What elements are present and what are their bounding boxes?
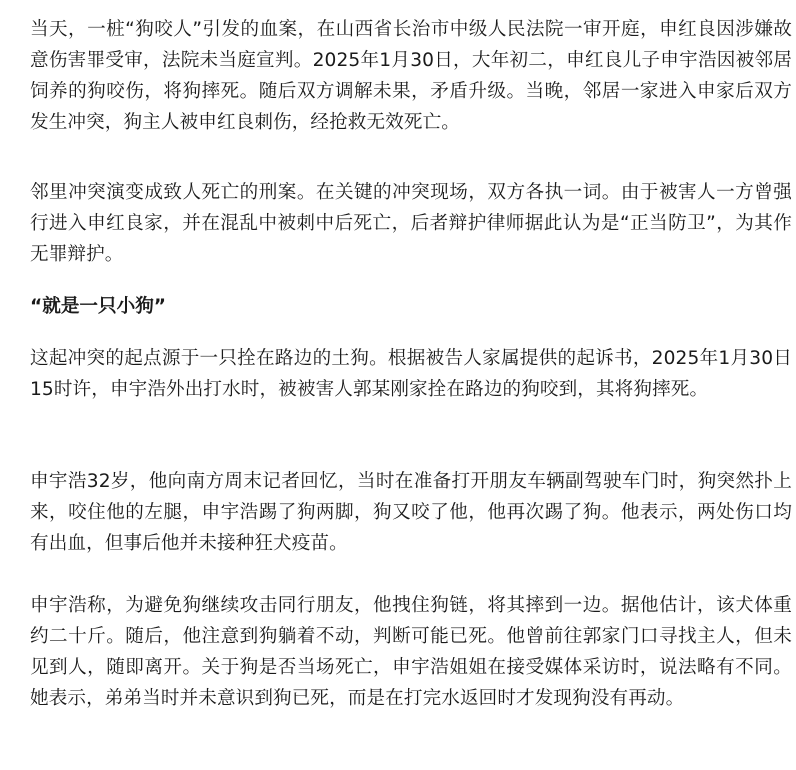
paragraph-trial-overview: 当天，一桩“狗咬人”引发的血案，在山西省长治市中级人民法院一审开庭，申红良因涉嫌故意伤害罪受审，法院未当庭宣判。2025年1月30日，大年初二，申红良儿子申宇浩因被邻居饲养的狗咬伤，将狗摔死。随后双方调解未果，矛盾升级。当晚，邻居一家进入申家后双方发生冲突，狗主人被申红良刺伤，经抢救无效死亡。 xyxy=(30,19,792,133)
paragraph-dog-origin: 这起冲突的起点源于一只拴在路边的土狗。根据被告人家属提供的起诉书，2025年1月30日15时许，申宇浩外出打水时，被被害人郭某刚家拴在路边的狗咬到，其将狗摔死。 xyxy=(30,348,792,400)
paragraph-conflict-summary: 邻里冲突演变成致人死亡的刑案。在关键的冲突现场，双方各执一词。由于被害人一方曾强行进入申红良家，并在混乱中被刺中后死亡，后者辩护律师据此认为是“正当防卫”，为其作无罪辩护。 xyxy=(30,182,792,265)
paragraph-bite-account: 申宇浩32岁，他向南方周末记者回忆，当时在准备打开朋友车辆副驾驶车门时，狗突然扑上来，咬住他的左腿，申宇浩踢了狗两脚，狗又咬了他，他再次踢了狗。他表示，两处伤口均有出血，但事后他并未接种狂犬疫苗。 xyxy=(30,471,792,554)
paragraph-dog-death: 申宇浩称，为避免狗继续攻击同行朋友，他拽住狗链，将其摔到一边。据他估计，该犬体重约二十斤。随后，他注意到狗躺着不动，判断可能已死。他曾前往郭家门口寻找主人，但未见到人，随即离开。关于狗是否当场死亡，申宇浩姐姐在接受媒体采访时，说法略有不同。她表示，弟弟当时并未意识到狗已死，而是在打完水返回时才发现狗没有再动。 xyxy=(30,595,792,709)
section-subheading: “就是一只小狗” xyxy=(30,296,167,317)
